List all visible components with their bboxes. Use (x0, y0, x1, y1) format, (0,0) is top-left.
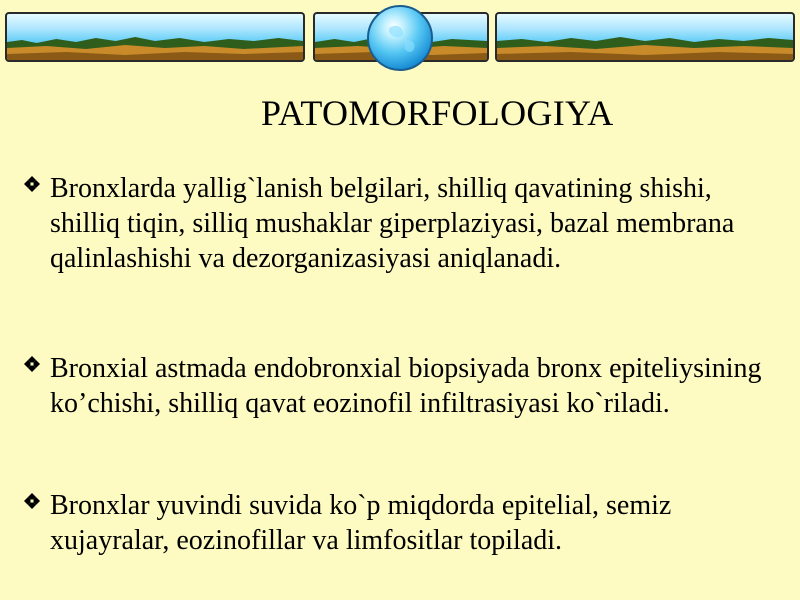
bullet-item (22, 351, 782, 421)
header-banner-right (495, 12, 795, 62)
diamond-bullet-icon (22, 354, 42, 374)
landscape-icon (7, 32, 303, 60)
globe-icon (367, 5, 433, 71)
bullet-item (22, 488, 782, 558)
bullet-text: Bronxlarda yallig`lanish belgilari, shilliq qavatining shishi, shilliq tiqin, silliq mushaklar giperplaziyasi, bazal membrana qalinlashishi va dezorganizasiyasi aniqlanadi. (50, 173, 735, 274)
landscape-icon (497, 32, 793, 60)
bullet-item (22, 171, 782, 276)
slide-title: PATOMORFOLOGIYA (261, 93, 614, 133)
bullet-text: Bronxlar yuvindi suvida ko`p miqdorda epitelial, semiz xujayralar, eozinofillar va limfositlar topiladi. (50, 490, 672, 556)
diamond-bullet-icon (22, 174, 42, 194)
bullet-text: Bronxial astmada endobronxial biopsiyada bronx epiteliysining ko’chishi, shilliq qavat eozinofil infiltrasiyasi ko`riladi. (50, 353, 762, 419)
diamond-bullet-icon (22, 491, 42, 511)
header-banner-left (5, 12, 305, 62)
